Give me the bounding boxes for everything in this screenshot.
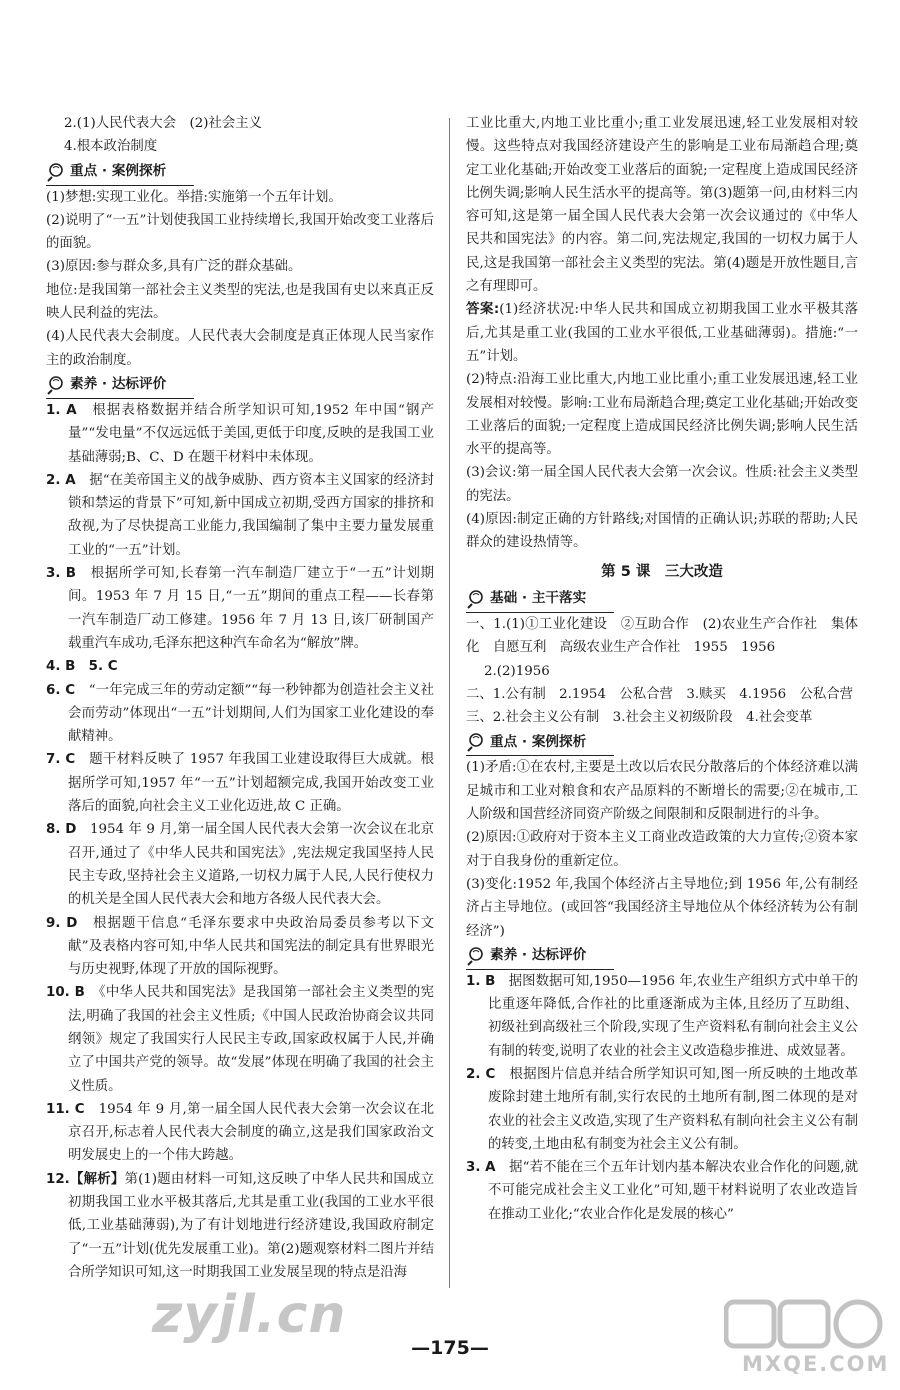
magnifier-icon (466, 589, 486, 609)
answer-number: 4. B 5. C (46, 659, 118, 675)
focus-line: (2)原因:①政府对于资本主义工商业改造政策的大力宣传;②资本家对于自我身份的重新定位。 (466, 830, 858, 869)
page-number: —175— (411, 1337, 489, 1359)
answer-text: 根据图片信息并结合所学知识可知,图一所反映的土地改革废除封建土地所有制,实行农民的土地所有制,图二体现的是对农业的社会主义改造,实现了生产资料私有制向社会主义公有制的转变,土地由私有制变为社会主义公有制。 (488, 1066, 858, 1152)
answer-text: 根据表格数据并结合所学知识可知,1952 年中国“钢产量”“发电量”不仅远远低于美国,更低于印度,反映的是我国工业基础薄弱;B、C、D 在题干材料中未体现。 (68, 402, 434, 465)
answer-line: (2)特点:沿海工业比重大,内地工业比重小;重工业发展迅速,轻工业发展相对较慢。影响:工业布局渐趋合理;奠定工业化基础;开始改变工业落后的面貌;一定程度上造成国民经济比例失调;影响人民生活水平的提高等。 (466, 372, 858, 458)
answer-item (466, 970, 858, 1063)
answer-text: 据“若不能在三个五年计划内基本解决农业合作化的问题,就不可能完成社会主义工业化”可知,题干材料说明了农业改造旨在推动工业化;“农业合作化是发展的核心” (488, 1160, 858, 1222)
section-heading (466, 943, 614, 970)
analysis-continued: 工业比重大,内地工业比重小;重工业发展迅速,轻工业发展相对较慢。这些特点对我国经济建设产生的影响是工业布局渐趋合理;奠定工业化基础;开始改变工业落后的面貌;一定程度上造成国民经济比例失调;影响人民生活水平的提高等。第(3)题第一问,由材料三内容可知,这是第一届全国人民代表大会第一次会议通过的《中华人民共和国宪法》的内容。第二问,宪法规定,我国的一切权力属于人民,这是我国第一部社会主义类型的宪法。第(4)题是开放性题目,言之有理即可。 (466, 116, 858, 295)
answer-number: 1. A (46, 402, 77, 418)
answer-item (46, 399, 434, 469)
magnifier-icon (466, 946, 486, 966)
magnifier-icon (46, 162, 66, 182)
focus-line: (3)变化:1952 年,我国个体经济占主导地位;到 1956 年,公有制经济占主导地位。(或回答“我国经济主导地位从个体经济转为公有制经济”) (466, 876, 858, 939)
focus-line: (1)矛盾:①在农村,主要是土改以后农民分散落后的个体经济难以满足城市和工业对粮食和农产品原料的不断增长的需要;②在城市,工人阶级和国营经济同资产阶级之间限制和反限制进行的斗争。 (466, 760, 858, 823)
magnifier-icon (46, 375, 66, 395)
answer-item (46, 912, 434, 982)
section-title: 基础 · 主干落实 (490, 590, 587, 607)
magnifier-icon (466, 732, 486, 752)
answer-text: 第(1)题由材料一可知,这反映了中华人民共和国成立初期我国工业水平极其落后,尤其是重工业(我国的工业水平很低,工业基础薄弱),为了有计划地进行经济建设,我国政府制定了“一五”计划(优先发展重工业)。第(2)题观察材料二图片并结合所学知识可知,这一时期我国工业发展呈现的特点是沿海 (68, 1171, 434, 1280)
section-heading (466, 729, 614, 756)
answer-text: 1954 年 9 月,第一届全国人民代表大会第一次会议在北京召开,标志着人民代表大会制度的确立,这是我们国家政治文明发展史上的一个伟大跨越。 (68, 1101, 435, 1164)
answer-item (46, 679, 434, 749)
section-title: 素养 · 达标评价 (70, 376, 167, 393)
answer-item (46, 469, 434, 562)
answer-text: 据“在美帝国主义的战争威胁、西方资本主义国家的经济封锁和禁运的背景下”可知,新中国成立初期,受西方国家的排挤和敌视,为了尽快提高工业能力,我国编制了集中主要力量发展重工业的“一五”计划。 (68, 472, 434, 558)
answer-number: 3. A (466, 1160, 496, 1176)
answer-number: 2. C (466, 1066, 496, 1082)
answer-text: 根据所学可知,长春第一汽车制造厂建立于“一五”计划期间。1953 年 7 月 15 日,“一五”期间的重点工程——长春第一汽车制造厂动工修建。1956 年 7 月 13 日,该厂研制国产载重汽车成功,毛泽东把这种汽车命名为“解放”牌。 (68, 566, 434, 651)
answer-number: 1. B (466, 973, 496, 989)
section-title: 重点 · 案例探析 (70, 162, 167, 179)
basics-line: 二、1.公有制 2.1954 公私合营 3.赎买 4.1956 公私合营 (466, 686, 854, 702)
answer-number: 6. C (46, 682, 76, 698)
section-heading (46, 372, 194, 399)
answer-number: 3. B (46, 566, 76, 582)
focus-line: (2)说明了“一五”计划使我国工业持续增长,我国开始改变工业落后的面貌。 (46, 212, 434, 252)
section-title: 重点 · 案例探析 (490, 733, 587, 750)
answer-line: (1)经济状况:中华人民共和国成立初期我国工业水平极其落后,尤其是重工业(我国的工业水平很低,工业基础薄弱)。措施:“一五”计划。 (466, 302, 858, 364)
watermark-right: MXQE.COM (742, 1352, 890, 1376)
answer-item (46, 1168, 434, 1284)
answer-block (466, 298, 858, 368)
answer-item (46, 748, 434, 818)
focus-line: 地位:是我国第一部社会主义类型的宪法,也是我国有史以来真正反映人民利益的宪法。 (46, 282, 434, 322)
answer-number: 9. D (46, 915, 78, 931)
intro-line: 2.(1)人民代表大会 (2)社会主义 (64, 116, 263, 131)
answer-item (466, 1063, 858, 1156)
section-heading (466, 586, 614, 613)
answer-line: (4)原因:制定正确的方针路线;对国情的正确认识;苏联的帮助;人民群众的建设热情等。 (466, 512, 858, 551)
answer-item (466, 1156, 858, 1226)
answer-number: 10. B (46, 985, 85, 1001)
section-title: 素养 · 达标评价 (490, 947, 587, 964)
answer-text: 题干材料反映了 1957 年我国工业建设取得巨大成就。根据所学可知,1957 年“一五”计划超额完成,我国开始改变工业落后的面貌,向社会主义工业化迈进,故 C 正确。 (68, 752, 434, 815)
answer-line: (3)会议:第一届全国人民代表大会第一次会议。性质:社会主义类型的宪法。 (466, 465, 858, 504)
left-column (46, 112, 434, 1284)
answer-item (46, 1098, 434, 1168)
answer-label: 答案: (466, 302, 500, 318)
lesson-title: 第 5 课 三大改造 (601, 563, 723, 580)
watermark-left: zyjl.cn (152, 1285, 347, 1345)
basics-line: 一、1.(1)①工业化建设 ②互助合作 (2)农业生产合作社 集体化 自愿互利 高级农业生产合作社 1955 1956 (466, 616, 858, 656)
answer-number: 7. C (46, 752, 76, 768)
answer-text: “一年完成三年的劳动定额”“每一秒钟都为创造社会主义社会而劳动”体现出“一五”计划期间,人们为国家工业化建设的奉献精神。 (68, 682, 434, 745)
answer-item (46, 981, 434, 1097)
answer-text: 据图数据可知,1950—1956 年,农业生产组织方式中单干的比重逐年降低,合作社的比重逐渐成为主体,且经历了互助组、初级社到高级社三个阶段,实现了生产资料私有制向社会主义公有制的转变,说明了农业的社会主义改造稳步推进、成效显著。 (488, 973, 859, 1059)
right-column (466, 112, 858, 1226)
basics-line: 三、2.社会主义公有制 3.社会主义初级阶段 4.社会变革 (466, 710, 813, 726)
answer-number: 12.【解析】 (46, 1171, 125, 1187)
answer-text: 1954 年 9 月,第一届全国人民代表大会第一次会议在北京召开,通过了《中华人民共和国宪法》,宪法规定我国坚持人民民主专政,坚持社会主义道路,一切权力属于人民,人民行使权力的机关是全国人民代表大会和地方各级人民代表大会。 (68, 822, 435, 908)
answer-number: 11. C (46, 1101, 85, 1117)
answer-text: 《中华人民共和国宪法》是我国第一部社会主义类型的宪法,明确了我国的社会主义性质;《中国人民政治协商会议共同纲领》规定了我国实行人民民主专政,国家政权属于人民,并确立了中国共产党的领导。故“发展”体现在明确了我国的社会主义性质。 (68, 985, 434, 1094)
answer-number: 8. D (46, 822, 77, 838)
answer-item (46, 655, 434, 678)
focus-line: (1)梦想:实现工业化。举措:实施第一个五年计划。 (46, 189, 342, 205)
intro-line: 4.根本政治制度 (64, 139, 158, 155)
column-divider (449, 118, 450, 1288)
focus-line: (3)原因:参与群众多,具有广泛的群众基础。 (46, 259, 302, 275)
basics-line: 2.(2)1956 (484, 663, 550, 679)
answer-number: 2. A (46, 472, 76, 488)
focus-line: (4)人民代表大会制度。人民代表大会制度是真正体现人民当家作主的政治制度。 (46, 329, 434, 368)
answer-item (46, 562, 434, 655)
section-heading (46, 159, 194, 186)
answer-text: 根据题干信息“毛泽东要求中央政治局委员参考以下文献”及表格内容可知,中华人民共和国宪法的制定具有世界眼光与历史视野,体现了开放的国际视野。 (68, 915, 434, 978)
answer-item (46, 818, 434, 911)
